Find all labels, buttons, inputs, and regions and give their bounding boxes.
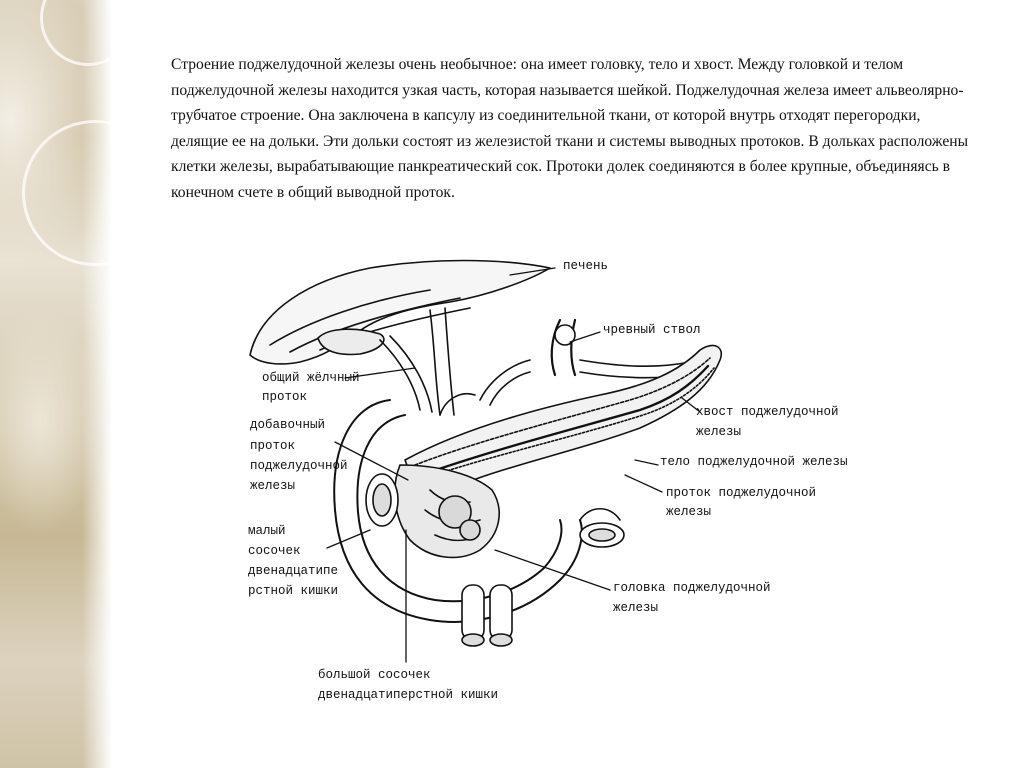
description-paragraph: Строение поджелудочной железы очень необычное: она имеет головку, тело и хвост. Между головкой и телом поджелудочной железы находится узкая часть, которая называется шейкой. Поджелудочная железа имеет альвеолярно-трубчатое строение. Она заключена в капсулу из соединительной ткани, от которой внутрь отходят перегородки, делящие ее на дольки. Эти дольки состоят из железистой ткани и системы выводных протоков. В дольках расположены клетки железы, вырабатывающие панкреатический сок. Протоки долек соединяются в более крупные, объединяясь в конечном счете в общий выводной проток.: [171, 56, 969, 201]
mesenteric-vessels: [462, 585, 512, 646]
background-photo-strip: [0, 0, 112, 768]
label-minor-papilla-line2: сосочек: [248, 544, 301, 558]
label-accessory-duct-line4: железы: [250, 479, 296, 493]
label-duct-line1: проток поджелудочной: [666, 486, 817, 500]
label-head-line2: железы: [613, 601, 659, 615]
label-common-bile-duct-line2: проток: [262, 390, 308, 404]
label-major-papilla-line2: двенадцатиперстной кишки: [318, 688, 499, 702]
liver-shape: [250, 261, 550, 364]
label-celiac-trunk: чревный ствол: [603, 323, 701, 337]
label-common-bile-duct-line1: общий жёлчный: [262, 371, 360, 385]
label-head-line1: головка поджелудочной: [613, 581, 771, 595]
label-minor-papilla-line3: двенадцатипе: [248, 564, 339, 578]
label-major-papilla-line1: большой сосочек: [318, 668, 431, 682]
pancreas-head: [395, 465, 499, 557]
photo-fade: [82, 0, 112, 768]
label-tail-line2: железы: [696, 425, 742, 439]
label-minor-papilla-line4: рстной кишки: [248, 584, 339, 598]
label-body: тело поджелудочной железы: [660, 455, 848, 469]
label-accessory-duct-line2: проток: [250, 439, 296, 453]
label-accessory-duct-line1: добавочный: [250, 418, 326, 432]
label-accessory-duct-line3: поджелудочной: [250, 459, 348, 473]
label-tail-line1: хвост поджелудочной: [696, 405, 839, 419]
bile-duct-vessels: [380, 308, 454, 415]
label-duct-line2: железы: [666, 505, 712, 519]
label-minor-papilla-line1: малый: [248, 524, 286, 538]
label-liver: печень: [563, 259, 609, 273]
